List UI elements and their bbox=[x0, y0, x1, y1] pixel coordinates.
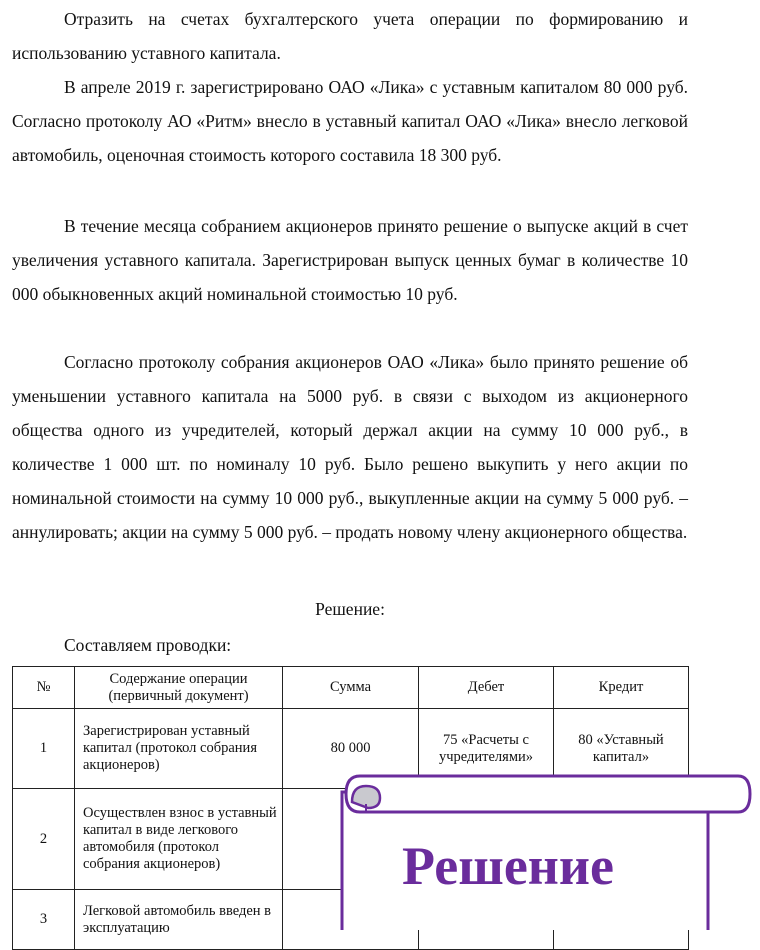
solution-scroll-banner bbox=[338, 768, 760, 930]
header-sum: Сумма bbox=[283, 667, 419, 709]
row-credit: 80 «Уставный капитал» bbox=[554, 709, 689, 789]
solution-heading: Решение: bbox=[315, 599, 385, 619]
row-desc: Осуществлен взнос в уставный капитал в виде легкового автомобиля (протокол собрания акционеров) bbox=[75, 789, 283, 890]
row-desc: Зарегистрирован уставный капитал (протокол собрания акционеров) bbox=[75, 709, 283, 789]
header-desc: Содержание операции (первичный документ) bbox=[75, 667, 283, 709]
paragraph-capital-reduction: Согласно протоколу собрания акционеров ОАО «Лика» было принято решение об уменьшении уставного капитала на 5000 руб. в связи с выходом из акционерного общества одного из учредителей, который держал акции на сумму 10 000 руб., в количестве 1 000 шт. по номиналу 10 руб. Было решено выкупить у него акции по номинальной стоимости на сумму 10 000 руб., выкупленные акции на сумму 5 000 руб. – аннулировать; акции на сумму 5 000 руб. – продать новому члену акционерного общества. bbox=[12, 352, 688, 542]
row-desc: Легковой автомобиль введен в эксплуатацию bbox=[75, 890, 283, 950]
row-num: 3 bbox=[13, 890, 75, 950]
row-num: 2 bbox=[13, 789, 75, 890]
header-debit: Дебет bbox=[419, 667, 554, 709]
banner-title: Решение bbox=[402, 836, 614, 896]
table-header-row bbox=[13, 667, 689, 709]
row-num: 1 bbox=[13, 709, 75, 789]
header-credit: Кредит bbox=[554, 667, 689, 709]
row-sum: 80 000 bbox=[283, 709, 419, 789]
paragraph-registration: В апреле 2019 г. зарегистрировано ОАО «Лика» с уставным капиталом 80 000 руб. Согласно протоколу АО «Ритм» внесло в уставный капитал ОАО «Лика» внесло легковой автомобиль, оценочная стоимость которого составила 18 300 руб. bbox=[12, 77, 688, 165]
header-num: № bbox=[13, 667, 75, 709]
row-debit: 75 «Расчеты с учредителями» bbox=[419, 709, 554, 789]
paragraph-share-issue: В течение месяца собранием акционеров принято решение о выпуске акций в счет увеличения уставного капитала. Зарегистрирован выпуск ценных бумаг в количестве 10 000 обыкновенных акций номинальной стоимостью 10 руб. bbox=[12, 216, 688, 304]
postings-intro: Составляем проводки: bbox=[64, 635, 232, 655]
paragraph-task: Отразить на счетах бухгалтерского учета операции по формированию и использованию уставного капитала. bbox=[12, 9, 688, 63]
